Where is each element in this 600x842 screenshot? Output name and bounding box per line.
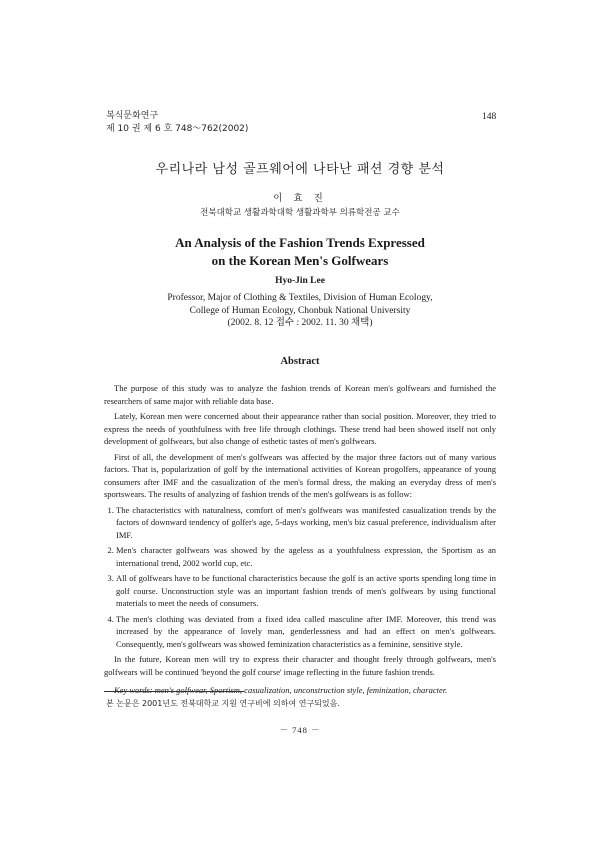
results-item: 2. Men's character golfwears was showed by the ageless as a youthfulness expression, the Sportism as an international trend, 2002 world cup, etc. — [116, 544, 496, 569]
abstract-body — [104, 382, 496, 700]
affiliation-line2: College of Human Ecology, Chonbuk National University — [189, 305, 411, 316]
abstract-paragraph: First of all, the development of men's golfwears was affected by the major three factors out of many various factors. That is, popularization of golf by the international activities of Korean progolfers, appearance of young consumers after IMF and the casualization of the men's formal dress, the making an everyday dress of men's sportswears. The results of analyzing of fashion trends of the men's golfwears is as follow: — [104, 451, 496, 499]
korean-author: 이 효 진 — [273, 193, 327, 204]
footnote-divider — [104, 691, 244, 692]
english-affiliation — [0, 292, 600, 330]
abstract-paragraph: Lately, Korean men were concerned about their appearance rather than social position. Moreover, they tried to express the needs of youthfulness with free life through clothings. These trend had been showed itself not only development of golfwears, but also change of esthetic tastes of men's golfwears. — [104, 411, 496, 446]
journal-volume: 제 10 권 제 6 호 748～762(2002) — [106, 124, 249, 134]
affiliation-line1: Professor, Major of Clothing & Textiles, Division of Human Ecology, — [167, 293, 433, 303]
english-title-line2: on the Korean Men's Golfwears — [211, 253, 389, 268]
results-item: 1. The characteristics with naturalness, comfort of men's golfwears was manifested casualization trends by the factors of downward tendency of golfer's age, 5-days working, men's biz casual preference, individualism after IMF. — [116, 504, 496, 542]
english-title-line1: An Analysis of the Fashion Trends Expressed — [175, 235, 425, 250]
korean-title: 우리나라 남성 골프웨어에 나타난 패션 경향 분석 — [155, 162, 445, 177]
abstract-heading: Abstract — [280, 356, 320, 367]
english-title — [0, 234, 600, 270]
results-item: 4. The men's clothing was deviated from a fixed idea called masculine after IMF. Moreover, this trend was increased by the appearance of lovely man, genderlessness and had an effect on men's golfwears. Consequently, men's golfwears was showed feminization characteristics as a feminine, sensitive style. — [116, 613, 496, 651]
page-folio: － 748 － — [279, 725, 321, 735]
keywords: Key words: men's golfwear, Sportism, casualization, unconstruction style, feminization, character. — [114, 685, 448, 695]
journal-info — [106, 110, 248, 136]
footnote: 본 논문은 2001년도 전북대학교 지원 연구비에 의하여 연구되었음. — [106, 699, 340, 708]
abstract-paragraph: The purpose of this study was to analyze the fashion trends of Korean men's golfwears and furnished the researchers of same major with reliable data base. — [104, 383, 496, 406]
results-list — [104, 504, 496, 651]
journal-name: 복식문화연구 — [106, 111, 159, 121]
abstract-paragraph: In the future, Korean men will try to express their character and thought freely through golfwears, men's golfwears will be continued 'beyond the golf course' image reflecting in the future fashion trends. — [104, 654, 496, 677]
page-number: 148 — [482, 112, 497, 122]
english-author: Hyo-Jin Lee — [275, 276, 325, 286]
results-item: 3. All of golfwears have to be functional characteristics because the golf is an active sports spending long time in golf course. Unconstruction style was an important fashion trends of men's golfwears by using functional materials to meet the needs of consumers. — [116, 572, 496, 610]
korean-affiliation: 전북대학교 생활과학대학 생활과학부 의류학전공 교수 — [200, 208, 400, 218]
received-accepted-dates: (2002. 8. 12 접수 : 2002. 11. 30 채택) — [227, 318, 373, 328]
